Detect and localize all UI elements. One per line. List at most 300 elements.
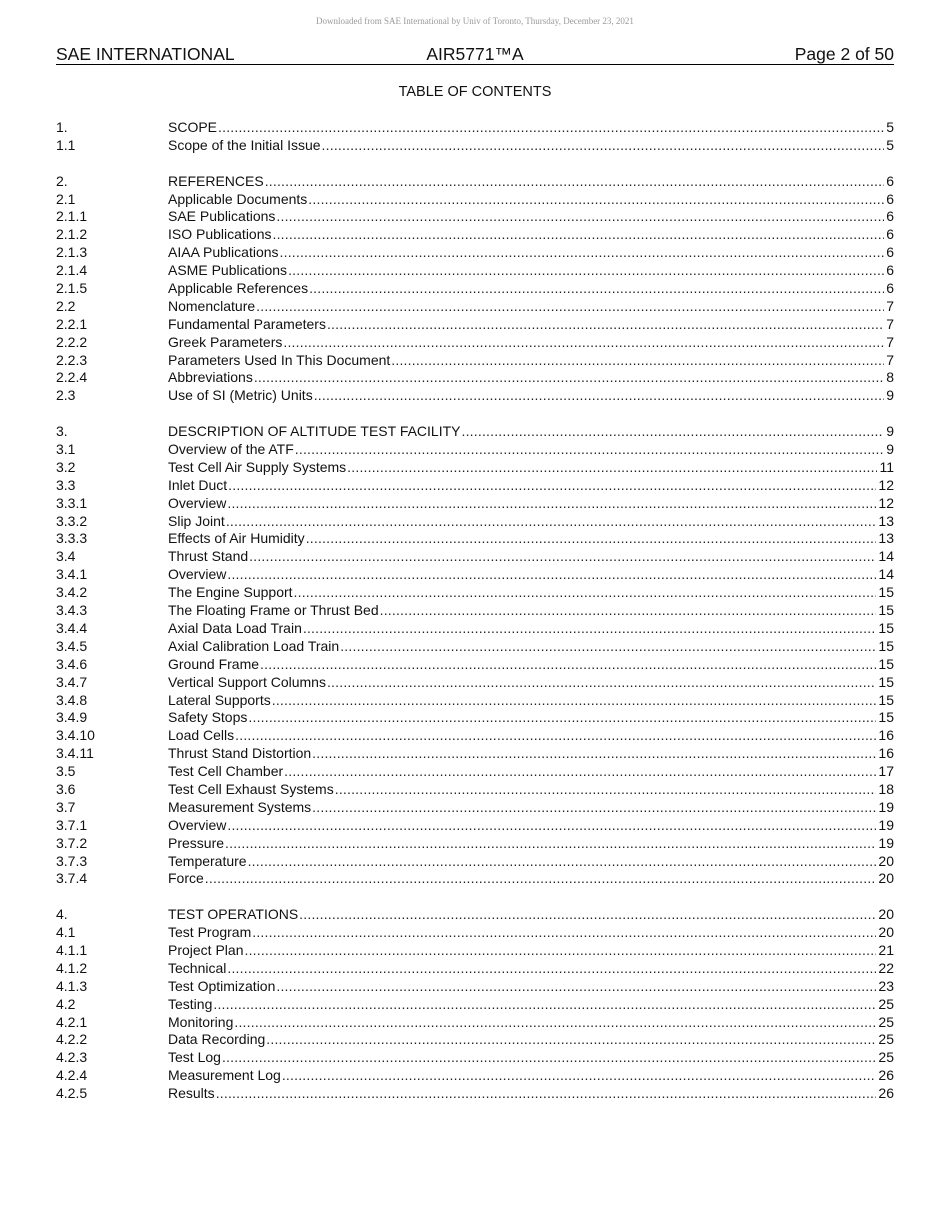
toc-entry-title-cell — [168, 745, 876, 763]
toc-entry-page: 17 — [878, 763, 894, 780]
toc-entry-title-cell — [168, 208, 884, 226]
dot-leader — [295, 441, 884, 459]
dot-leader — [306, 530, 877, 548]
toc-entry-title-cell — [168, 1049, 876, 1067]
toc-entry-number: 4.1.2 — [56, 959, 88, 976]
toc-entry[interactable] — [56, 781, 894, 799]
toc-entry-title-cell — [168, 191, 884, 209]
toc-entry[interactable] — [56, 477, 894, 495]
toc-entry[interactable] — [56, 870, 894, 888]
toc-entry-title-cell — [168, 870, 876, 888]
toc-entry-number: 2.1.1 — [56, 208, 88, 225]
toc-entry-number: 1.1 — [56, 136, 76, 153]
toc-entry-page: 25 — [878, 1013, 894, 1030]
dot-leader — [260, 656, 876, 674]
toc-entry-title-cell — [168, 674, 876, 692]
toc-entry-number: 1. — [56, 119, 68, 135]
toc-entry-number: 3.7.4 — [56, 870, 88, 887]
toc-entry-title-cell — [168, 638, 876, 656]
toc-entry[interactable] — [56, 423, 894, 441]
toc-entry[interactable] — [56, 119, 894, 137]
toc-entry-title-cell — [168, 835, 876, 853]
toc-entry-title: DESCRIPTION OF ALTITUDE TEST FACILITY — [168, 423, 461, 440]
toc-entry-page: 9 — [886, 423, 894, 440]
toc-entry-page: 20 — [878, 924, 894, 941]
toc-entry-page: 26 — [878, 1067, 894, 1084]
toc-entry-number: 3. — [56, 423, 68, 440]
toc-entry-number: 2.1.3 — [56, 244, 88, 261]
toc-entry[interactable] — [56, 1049, 894, 1067]
toc-entry-number: 2.2.2 — [56, 333, 88, 350]
toc-entry-title: Slip Joint — [168, 512, 225, 529]
toc-entry-title: Force — [168, 870, 204, 887]
toc-entry-title: REFERENCES — [168, 172, 264, 189]
toc-entry-number: 3.4.9 — [56, 709, 88, 726]
toc-entry[interactable] — [56, 369, 894, 387]
dot-leader — [462, 423, 885, 441]
toc-entry-page: 15 — [878, 619, 894, 636]
toc-entry-number: 3.4.4 — [56, 619, 88, 636]
dot-leader — [256, 298, 884, 316]
toc-entry-title: Parameters Used In This Document — [168, 351, 391, 368]
toc-entry-title: AIAA Publications — [168, 244, 279, 261]
toc-entry[interactable] — [56, 137, 894, 155]
toc-entry-number: 4. — [56, 906, 68, 923]
toc-entry-number: 4.2.3 — [56, 1049, 88, 1066]
toc-entry[interactable] — [56, 191, 894, 209]
dot-leader — [248, 853, 877, 871]
toc-entry-title: Data Recording — [168, 1031, 266, 1048]
toc-entry-title-cell — [168, 924, 876, 942]
toc-entry-page: 12 — [878, 476, 894, 493]
toc-entry-page: 26 — [878, 1085, 894, 1102]
toc-entry-title-cell — [168, 996, 876, 1014]
dot-leader — [284, 763, 876, 781]
dot-leader — [276, 208, 884, 226]
toc-entry-page: 13 — [878, 512, 894, 529]
toc-entry-title-cell — [168, 280, 884, 298]
toc-entry-title: Overview — [168, 494, 227, 511]
toc-entry[interactable] — [56, 1031, 894, 1049]
toc-entry-title-cell — [168, 566, 876, 584]
toc-entry-title-cell — [168, 334, 884, 352]
toc-entry-title-cell — [168, 1031, 876, 1049]
toc-entry-number: 4.2 — [56, 995, 76, 1012]
dot-leader — [335, 781, 877, 799]
toc-entry-title: Measurement Log — [168, 1067, 281, 1084]
dot-leader — [248, 709, 876, 727]
toc-entry[interactable] — [56, 620, 894, 638]
toc-entry-title-cell — [168, 244, 884, 262]
dot-leader — [309, 280, 884, 298]
dot-leader — [312, 745, 876, 763]
toc-entry-title: Vertical Support Columns — [168, 673, 326, 690]
toc-entry-title: Measurement Systems — [168, 798, 312, 815]
toc-section-group — [56, 906, 894, 1103]
toc-entry-title: The Floating Frame or Thrust Bed — [168, 602, 379, 619]
toc-entry-title-cell — [168, 1014, 876, 1032]
toc-entry-page: 18 — [878, 780, 894, 797]
toc-entry-title: Overview — [168, 566, 227, 583]
toc-entry-title-cell — [168, 763, 876, 781]
toc-entry-page: 20 — [878, 906, 894, 923]
dot-leader — [380, 602, 877, 620]
toc-entry[interactable] — [56, 853, 894, 871]
toc-entry-page: 15 — [878, 673, 894, 690]
dot-leader — [273, 226, 885, 244]
toc-entry-number: 2.2.3 — [56, 351, 88, 368]
toc-entry-title: Lateral Supports — [168, 691, 271, 708]
toc-entry-page: 7 — [886, 297, 894, 314]
toc-entry-title: Ground Frame — [168, 655, 260, 672]
toc-entry-page: 20 — [878, 870, 894, 887]
toc-entry[interactable] — [56, 960, 894, 978]
toc-entry-page: 6 — [886, 190, 894, 207]
toc-entry-number: 3.7.3 — [56, 852, 88, 869]
toc-entry-title-cell — [168, 387, 884, 405]
toc-entry-title-cell — [168, 906, 876, 924]
toc-entry-number: 4.2.1 — [56, 1013, 88, 1030]
toc-entry[interactable] — [56, 548, 894, 566]
toc-entry-number: 4.1.1 — [56, 941, 88, 958]
toc-entry-title: Testing — [168, 995, 213, 1012]
toc-entry-title-cell — [168, 513, 876, 531]
dot-leader — [252, 924, 876, 942]
toc-entry[interactable] — [56, 799, 894, 817]
toc-entry[interactable] — [56, 763, 894, 781]
toc-entry-title-cell — [168, 173, 884, 191]
toc-entry-page: 6 — [886, 280, 894, 297]
dot-leader — [283, 334, 884, 352]
toc-entry-page: 6 — [886, 208, 894, 225]
dot-leader — [282, 1067, 877, 1085]
toc-entry[interactable] — [56, 280, 894, 298]
toc-entry-title: ASME Publications — [168, 262, 288, 279]
toc-entry-number: 2. — [56, 172, 68, 189]
toc-entry-title: Applicable Documents — [168, 190, 308, 207]
toc-entry-number: 3.1 — [56, 441, 76, 458]
toc-entry-title: Test Log — [168, 1049, 221, 1066]
toc-entry-number: 4.1.3 — [56, 977, 88, 994]
toc-entry-page: 6 — [886, 262, 894, 279]
toc-entry-title-cell — [168, 781, 876, 799]
toc-entry-page: 16 — [878, 745, 894, 762]
toc-entry[interactable] — [56, 1067, 894, 1085]
toc-entry-page: 25 — [878, 1031, 894, 1048]
dot-leader — [322, 137, 885, 155]
toc-entry-title-cell — [168, 352, 884, 370]
toc-entry[interactable] — [56, 656, 894, 674]
dot-leader — [225, 835, 876, 853]
toc-entry-page: 16 — [878, 727, 894, 744]
toc-entry[interactable] — [56, 1085, 894, 1103]
toc-entry-page: 5 — [886, 119, 894, 135]
toc-entry[interactable] — [56, 674, 894, 692]
toc-entry-number: 3.4.10 — [56, 727, 95, 744]
toc-entry-number: 4.2.4 — [56, 1067, 88, 1084]
toc-entry-page: 21 — [878, 941, 894, 958]
toc-entry-number: 4.2.5 — [56, 1085, 88, 1102]
toc-entry-page: 23 — [878, 977, 894, 994]
toc-entry-title: Thrust Stand Distortion — [168, 745, 312, 762]
toc-entry-title-cell — [168, 584, 876, 602]
dot-leader — [327, 674, 876, 692]
table-of-contents — [56, 119, 894, 1121]
toc-entry-title: Safety Stops — [168, 709, 248, 726]
toc-entry-title: ISO Publications — [168, 226, 272, 243]
toc-entry-title-cell — [168, 262, 884, 280]
dot-leader — [235, 727, 876, 745]
dot-leader — [327, 316, 884, 334]
toc-entry-title: Project Plan — [168, 941, 244, 958]
dot-leader — [391, 352, 884, 370]
toc-entry[interactable] — [56, 262, 894, 280]
toc-entry[interactable] — [56, 817, 894, 835]
download-watermark: Downloaded from SAE International by Univ of Toronto, Thursday, December 23, 2021 — [316, 16, 634, 26]
dot-leader — [218, 119, 884, 137]
toc-entry-page: 9 — [886, 441, 894, 458]
toc-entry-title: Use of SI (Metric) Units — [168, 387, 313, 404]
toc-entry-title-cell — [168, 495, 876, 513]
toc-entry-page: 14 — [878, 566, 894, 583]
toc-entry-page: 12 — [878, 494, 894, 511]
toc-entry-title: Test Cell Exhaust Systems — [168, 780, 334, 797]
toc-entry-page: 6 — [886, 244, 894, 261]
toc-entry-page: 7 — [886, 333, 894, 350]
dot-leader — [213, 996, 876, 1014]
toc-entry-number: 3.3.2 — [56, 512, 88, 529]
toc-entry[interactable] — [56, 441, 894, 459]
dot-leader — [265, 173, 885, 191]
toc-entry-title: SAE Publications — [168, 208, 276, 225]
toc-entry-page: 14 — [878, 548, 894, 565]
toc-entry-number: 3.4.1 — [56, 566, 88, 583]
dot-leader — [228, 477, 876, 495]
dot-leader — [216, 1085, 877, 1103]
toc-entry-title: SCOPE — [168, 119, 218, 135]
toc-entry-number: 3.7 — [56, 798, 76, 815]
toc-entry-page: 15 — [878, 691, 894, 708]
toc-entry-title: Overview — [168, 816, 227, 833]
toc-entry-number: 3.3.1 — [56, 494, 88, 511]
toc-entry-page: 15 — [878, 637, 894, 654]
toc-entry[interactable] — [56, 530, 894, 548]
dot-leader — [227, 817, 876, 835]
toc-entry[interactable] — [56, 835, 894, 853]
toc-entry-title-cell — [168, 137, 884, 155]
toc-entry-title: Monitoring — [168, 1013, 234, 1030]
toc-entry-title-cell — [168, 1067, 876, 1085]
toc-entry-number: 3.7.2 — [56, 834, 88, 851]
toc-entry-title-cell — [168, 316, 884, 334]
document-number: AIR5771™A — [426, 44, 524, 64]
toc-entry[interactable] — [56, 226, 894, 244]
toc-entry-number: 3.4.5 — [56, 637, 88, 654]
toc-entry-title: Test Program — [168, 924, 252, 941]
dot-leader — [249, 548, 876, 566]
toc-entry[interactable] — [56, 298, 894, 316]
toc-entry-number: 3.4.8 — [56, 691, 88, 708]
toc-entry-title: Temperature — [168, 852, 247, 869]
toc-entry-number: 2.1 — [56, 190, 76, 207]
toc-entry-title-cell — [168, 530, 876, 548]
toc-entry-title-cell — [168, 799, 876, 817]
toc-entry-page: 8 — [886, 369, 894, 386]
dot-leader — [227, 960, 876, 978]
toc-entry-page: 25 — [878, 1049, 894, 1066]
toc-entry-number: 3.4.6 — [56, 655, 88, 672]
toc-section-group — [56, 173, 894, 406]
toc-entry-page: 7 — [886, 315, 894, 332]
toc-entry[interactable] — [56, 208, 894, 226]
dot-leader — [226, 513, 877, 531]
toc-entry-title-cell — [168, 692, 876, 710]
toc-entry[interactable] — [56, 602, 894, 620]
toc-entry-title: Technical — [168, 959, 227, 976]
toc-entry[interactable] — [56, 692, 894, 710]
toc-entry-page: 15 — [878, 584, 894, 601]
dot-leader — [276, 978, 876, 996]
dot-leader — [299, 906, 876, 924]
toc-entry-title: Inlet Duct — [168, 476, 228, 493]
toc-entry[interactable] — [56, 978, 894, 996]
dot-leader — [308, 191, 884, 209]
toc-entry-number: 3.3 — [56, 476, 76, 493]
toc-entry[interactable] — [56, 727, 894, 745]
toc-entry-page: 22 — [878, 959, 894, 976]
toc-entry-title: Effects of Air Humidity — [168, 530, 305, 547]
toc-entry-title-cell — [168, 727, 876, 745]
toc-entry[interactable] — [56, 1014, 894, 1032]
publisher-name: SAE INTERNATIONAL — [56, 44, 235, 64]
toc-entry-title-cell — [168, 656, 876, 674]
dot-leader — [234, 1014, 876, 1032]
toc-entry-page: 15 — [878, 602, 894, 619]
toc-entry-title-cell — [168, 709, 876, 727]
toc-entry-number: 4.2.2 — [56, 1031, 88, 1048]
toc-entry[interactable] — [56, 584, 894, 602]
toc-entry-title-cell — [168, 298, 884, 316]
dot-leader — [314, 387, 885, 405]
dot-leader — [288, 262, 884, 280]
toc-entry-title-cell — [168, 853, 876, 871]
toc-entry-title: Abbreviations — [168, 369, 253, 386]
toc-entry-title: Applicable References — [168, 280, 309, 297]
toc-entry-number: 3.7.1 — [56, 816, 88, 833]
toc-entry[interactable] — [56, 709, 894, 727]
toc-entry-number: 2.2 — [56, 297, 76, 314]
toc-entry-number: 2.1.5 — [56, 280, 88, 297]
toc-entry-title-cell — [168, 119, 884, 137]
page-header — [56, 44, 894, 65]
toc-entry[interactable] — [56, 495, 894, 513]
toc-entry-title: Pressure — [168, 834, 225, 851]
toc-entry[interactable] — [56, 566, 894, 584]
toc-entry-title-cell — [168, 226, 884, 244]
toc-entry-number: 3.4.7 — [56, 673, 88, 690]
toc-entry-page: 11 — [879, 458, 894, 475]
toc-entry-number: 2.2.4 — [56, 369, 88, 386]
toc-entry-title-cell — [168, 620, 876, 638]
toc-entry-title-cell — [168, 548, 876, 566]
toc-entry-page: 20 — [878, 852, 894, 869]
toc-entry-title-cell — [168, 477, 876, 495]
toc-entry[interactable] — [56, 996, 894, 1014]
toc-entry[interactable] — [56, 352, 894, 370]
toc-entry-title: Overview of the ATF — [168, 441, 294, 458]
toc-entry[interactable] — [56, 745, 894, 763]
toc-entry-title-cell — [168, 960, 876, 978]
toc-entry[interactable] — [56, 459, 894, 477]
dot-leader — [244, 942, 876, 960]
toc-entry-page: 7 — [886, 351, 894, 368]
toc-entry-title: Load Cells — [168, 727, 235, 744]
toc-section-group — [56, 423, 894, 888]
toc-entry-title: Test Cell Air Supply Systems — [168, 458, 347, 475]
page-number: Page 2 of 50 — [794, 44, 894, 64]
toc-entry-number: 3.6 — [56, 780, 76, 797]
toc-entry-number: 3.4.2 — [56, 584, 88, 601]
toc-entry-title: TEST OPERATIONS — [168, 906, 299, 923]
toc-entry-number: 4.1 — [56, 924, 76, 941]
toc-entry-number: 3.5 — [56, 763, 76, 780]
toc-entry-number: 2.1.2 — [56, 226, 88, 243]
toc-entry-title-cell — [168, 369, 884, 387]
toc-entry-page: 15 — [878, 655, 894, 672]
toc-entry-page: 19 — [878, 816, 894, 833]
toc-entry[interactable] — [56, 513, 894, 531]
toc-entry-page: 6 — [886, 172, 894, 189]
toc-entry-number: 3.4.3 — [56, 602, 88, 619]
toc-entry-title: Fundamental Parameters — [168, 315, 326, 332]
toc-entry[interactable] — [56, 906, 894, 924]
toc-entry-page: 19 — [878, 798, 894, 815]
toc-entry[interactable] — [56, 924, 894, 942]
toc-entry-title: Nomenclature — [168, 297, 256, 314]
toc-entry-title-cell — [168, 441, 884, 459]
toc-heading: TABLE OF CONTENTS — [398, 84, 552, 100]
dot-leader — [294, 584, 877, 602]
toc-entry-page: 13 — [878, 530, 894, 547]
toc-entry-page: 19 — [878, 834, 894, 851]
toc-entry[interactable] — [56, 244, 894, 262]
toc-entry[interactable] — [56, 387, 894, 405]
toc-entry-title-cell — [168, 459, 877, 477]
toc-entry-page: 9 — [886, 387, 894, 404]
dot-leader — [280, 244, 885, 262]
toc-entry-number: 3.4.11 — [56, 745, 94, 762]
dot-leader — [312, 799, 876, 817]
toc-entry[interactable] — [56, 334, 894, 352]
toc-entry-title: The Engine Support — [168, 584, 293, 601]
toc-entry-page: 25 — [878, 995, 894, 1012]
toc-entry[interactable] — [56, 942, 894, 960]
dot-leader — [227, 566, 876, 584]
dot-leader — [222, 1049, 876, 1067]
toc-entry-title: Results — [168, 1085, 215, 1102]
toc-entry-title-cell — [168, 978, 876, 996]
toc-entry-number: 2.2.1 — [56, 315, 88, 332]
toc-entry-number: 3.4 — [56, 548, 76, 565]
toc-entry-title: Test Optimization — [168, 977, 276, 994]
toc-entry[interactable] — [56, 638, 894, 656]
dot-leader — [266, 1031, 876, 1049]
toc-entry[interactable] — [56, 173, 894, 191]
toc-entry[interactable] — [56, 316, 894, 334]
dot-leader — [254, 369, 884, 387]
toc-entry-number: 2.1.4 — [56, 262, 88, 279]
toc-section-group — [56, 119, 894, 155]
